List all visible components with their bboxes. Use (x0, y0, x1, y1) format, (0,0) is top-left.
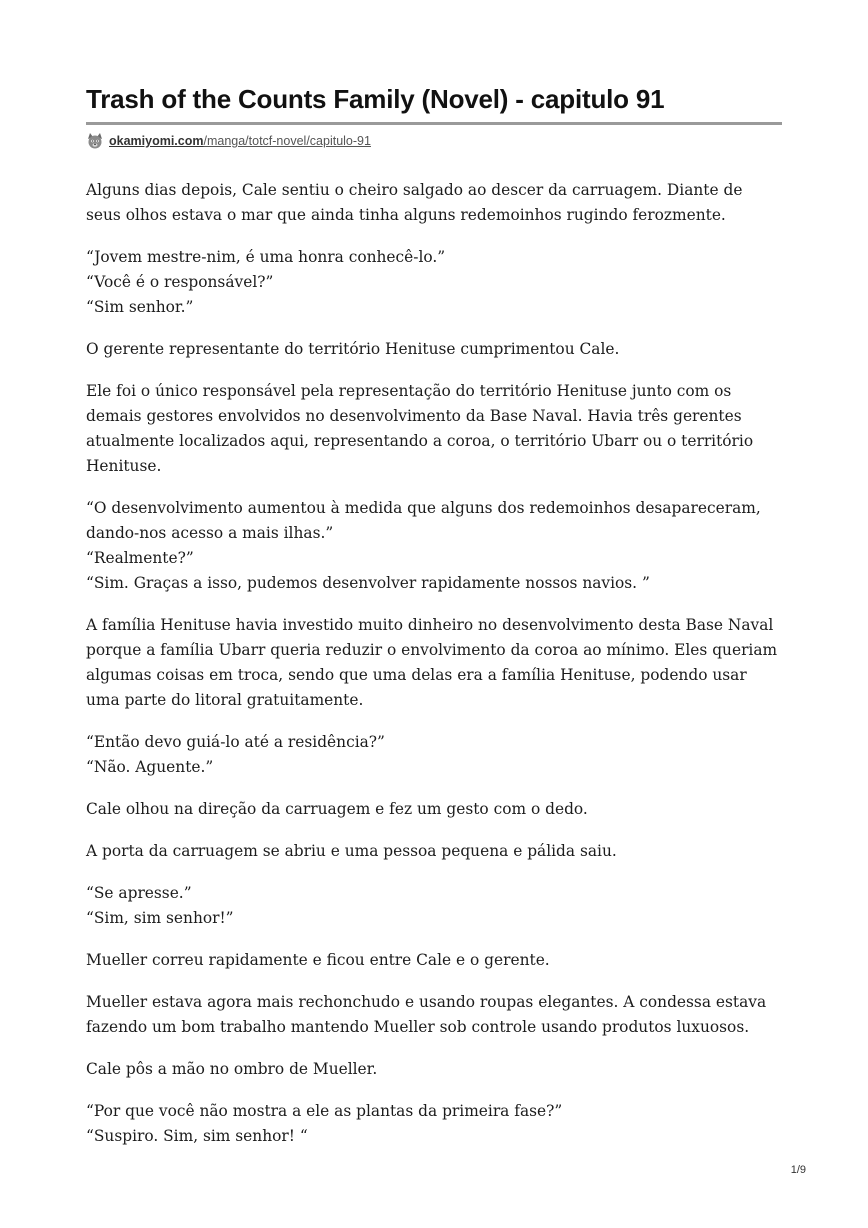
paragraph-line: A porta da carruagem se abriu e uma pessoa pequena e pálida saiu. (86, 842, 617, 860)
paragraph-line: A família Henituse havia investido muito dinheiro no desenvolvimento desta Base Naval porque a família Ubarr queria reduzir o envolvimento da coroa ao mínimo. Eles queriam algumas coisas em troca, sendo que uma delas era a família Henituse, podendo usar uma parte do litoral gratuitamente. (86, 616, 778, 709)
paragraph (86, 337, 782, 362)
paragraph-line: “Jovem mestre-nim, é uma honra conhecê-lo.” (86, 248, 446, 266)
paragraph-line: “O desenvolvimento aumentou à medida que alguns dos redemoinhos desapareceram, dando-nos acesso a mais ilhas.” (86, 499, 761, 542)
paragraph-line: Ele foi o único responsável pela representação do território Henituse junto com os demais gestores envolvidos no desenvolvimento da Base Naval. Havia três gerentes atualmente localizados aqui, representando a coroa, o território Ubarr ou o território Henituse. (86, 382, 754, 475)
paragraph (86, 730, 782, 780)
paragraph-line: Alguns dias depois, Cale sentiu o cheiro salgado ao descer da carruagem. Diante de seus olhos estava o mar que ainda tinha alguns redemoinhos rugindo ferozmente. (86, 181, 743, 224)
paragraph-line: “Sim, sim senhor!” (86, 909, 234, 927)
paragraph-line: “Não. Aguente.” (86, 758, 214, 776)
paragraph (86, 245, 782, 320)
paragraph-line: “Sim senhor.” (86, 298, 194, 316)
paragraph (86, 1057, 782, 1082)
paragraph-line: “Você é o responsável?” (86, 273, 274, 291)
paragraph (86, 990, 782, 1040)
paragraph-line: “Sim. Graças a isso, pudemos desenvolver rapidamente nossos navios. ” (86, 574, 650, 592)
paragraph (86, 797, 782, 822)
paragraph-line: Mueller estava agora mais rechonchudo e usando roupas elegantes. A condessa estava fazendo um bom trabalho mantendo Mueller sob controle usando produtos luxuosos. (86, 993, 767, 1036)
paragraph (86, 839, 782, 864)
paragraph (86, 613, 782, 713)
page-title: Trash of the Counts Family (Novel) - capitulo 91 (86, 84, 665, 114)
paragraph (86, 496, 782, 596)
paragraph-line: “Então devo guiá-lo até a residência?” (86, 733, 385, 751)
paragraph (86, 178, 782, 228)
paragraph (86, 1099, 782, 1149)
paragraph-line: Cale pôs a mão no ombro de Mueller. (86, 1060, 378, 1078)
paragraph-line: “Realmente?” (86, 549, 194, 567)
paragraph (86, 881, 782, 931)
wolf-mascot-icon (86, 132, 104, 150)
chapter-content (86, 178, 782, 1149)
paragraph-line: “Por que você não mostra a ele as plantas da primeira fase?” (86, 1102, 563, 1120)
source-path-link[interactable]: /manga/totcf-novel/capitulo-91 (203, 134, 371, 148)
paragraph-line: “Se apresse.” (86, 884, 192, 902)
document-page (86, 82, 782, 1166)
paragraph-line: “Suspiro. Sim, sim senhor! “ (86, 1127, 308, 1145)
paragraph (86, 379, 782, 479)
source-domain-link[interactable]: okamiyomi.com (109, 134, 204, 148)
paragraph-line: O gerente representante do território Henituse cumprimentou Cale. (86, 340, 620, 358)
title-divider (86, 122, 782, 125)
paragraph-line: Cale olhou na direção da carruagem e fez um gesto com o dedo. (86, 800, 588, 818)
page-number: 1/9 (790, 1164, 806, 1176)
paragraph-line: Mueller correu rapidamente e ficou entre Cale e o gerente. (86, 951, 550, 969)
source-line (86, 131, 782, 151)
paragraph (86, 948, 782, 973)
